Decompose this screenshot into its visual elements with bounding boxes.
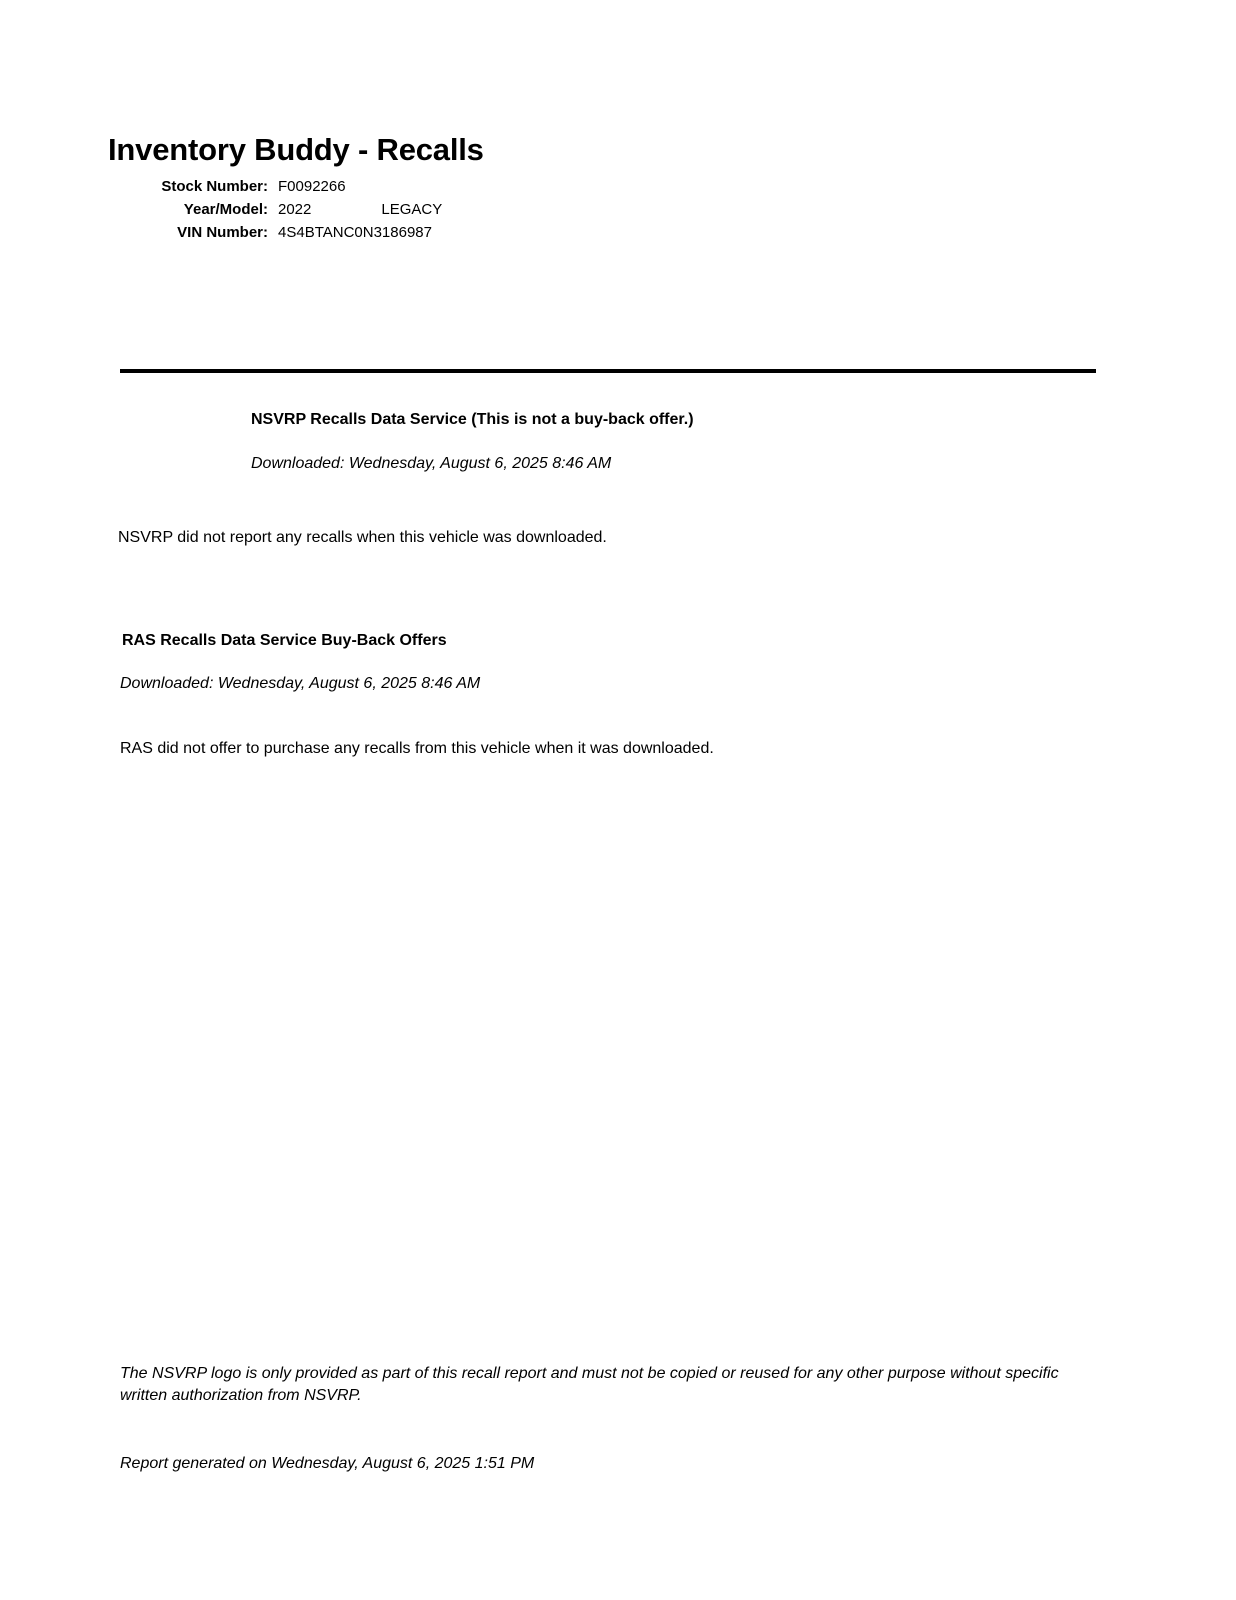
year-value: 2022 <box>278 201 312 218</box>
footer-disclaimer: The NSVRP logo is only provided as part of this recall report and must not be copied or reused for any other purpose without specific written authorization from NSVRP. <box>120 1365 1059 1404</box>
ras-section-body: RAS did not offer to purchase any recalls from this vehicle when it was downloaded. <box>120 740 714 757</box>
vin-number-label: VIN Number: <box>177 224 268 241</box>
model-value: LEGACY <box>381 201 443 218</box>
ras-downloaded-timestamp: Downloaded: Wednesday, August 6, 2025 8:46 AM <box>120 675 481 692</box>
meta-row-year-model <box>108 201 628 218</box>
nsvrp-section-heading: NSVRP Recalls Data Service (This is not a buy-back offer.) <box>251 411 694 428</box>
page-title: Inventory Buddy - Recalls <box>108 132 484 167</box>
vehicle-meta-block <box>108 178 628 247</box>
nsvrp-downloaded-timestamp: Downloaded: Wednesday, August 6, 2025 8:46 AM <box>251 455 612 472</box>
meta-row-vin-number <box>108 224 628 241</box>
year-model-value <box>278 201 442 218</box>
meta-row-stock-number <box>108 178 628 195</box>
nsvrp-section-body: NSVRP did not report any recalls when this vehicle was downloaded. <box>118 529 607 546</box>
ras-section-heading: RAS Recalls Data Service Buy-Back Offers <box>122 632 447 649</box>
footer-generated-timestamp: Report generated on Wednesday, August 6, 2025 1:51 PM <box>120 1455 535 1472</box>
year-model-label: Year/Model: <box>183 201 268 218</box>
stock-number-value: F0092266 <box>278 178 346 195</box>
stock-number-label: Stock Number: <box>161 178 268 195</box>
header-divider <box>120 369 1096 373</box>
vin-number-value: 4S4BTANC0N3186987 <box>278 224 432 241</box>
